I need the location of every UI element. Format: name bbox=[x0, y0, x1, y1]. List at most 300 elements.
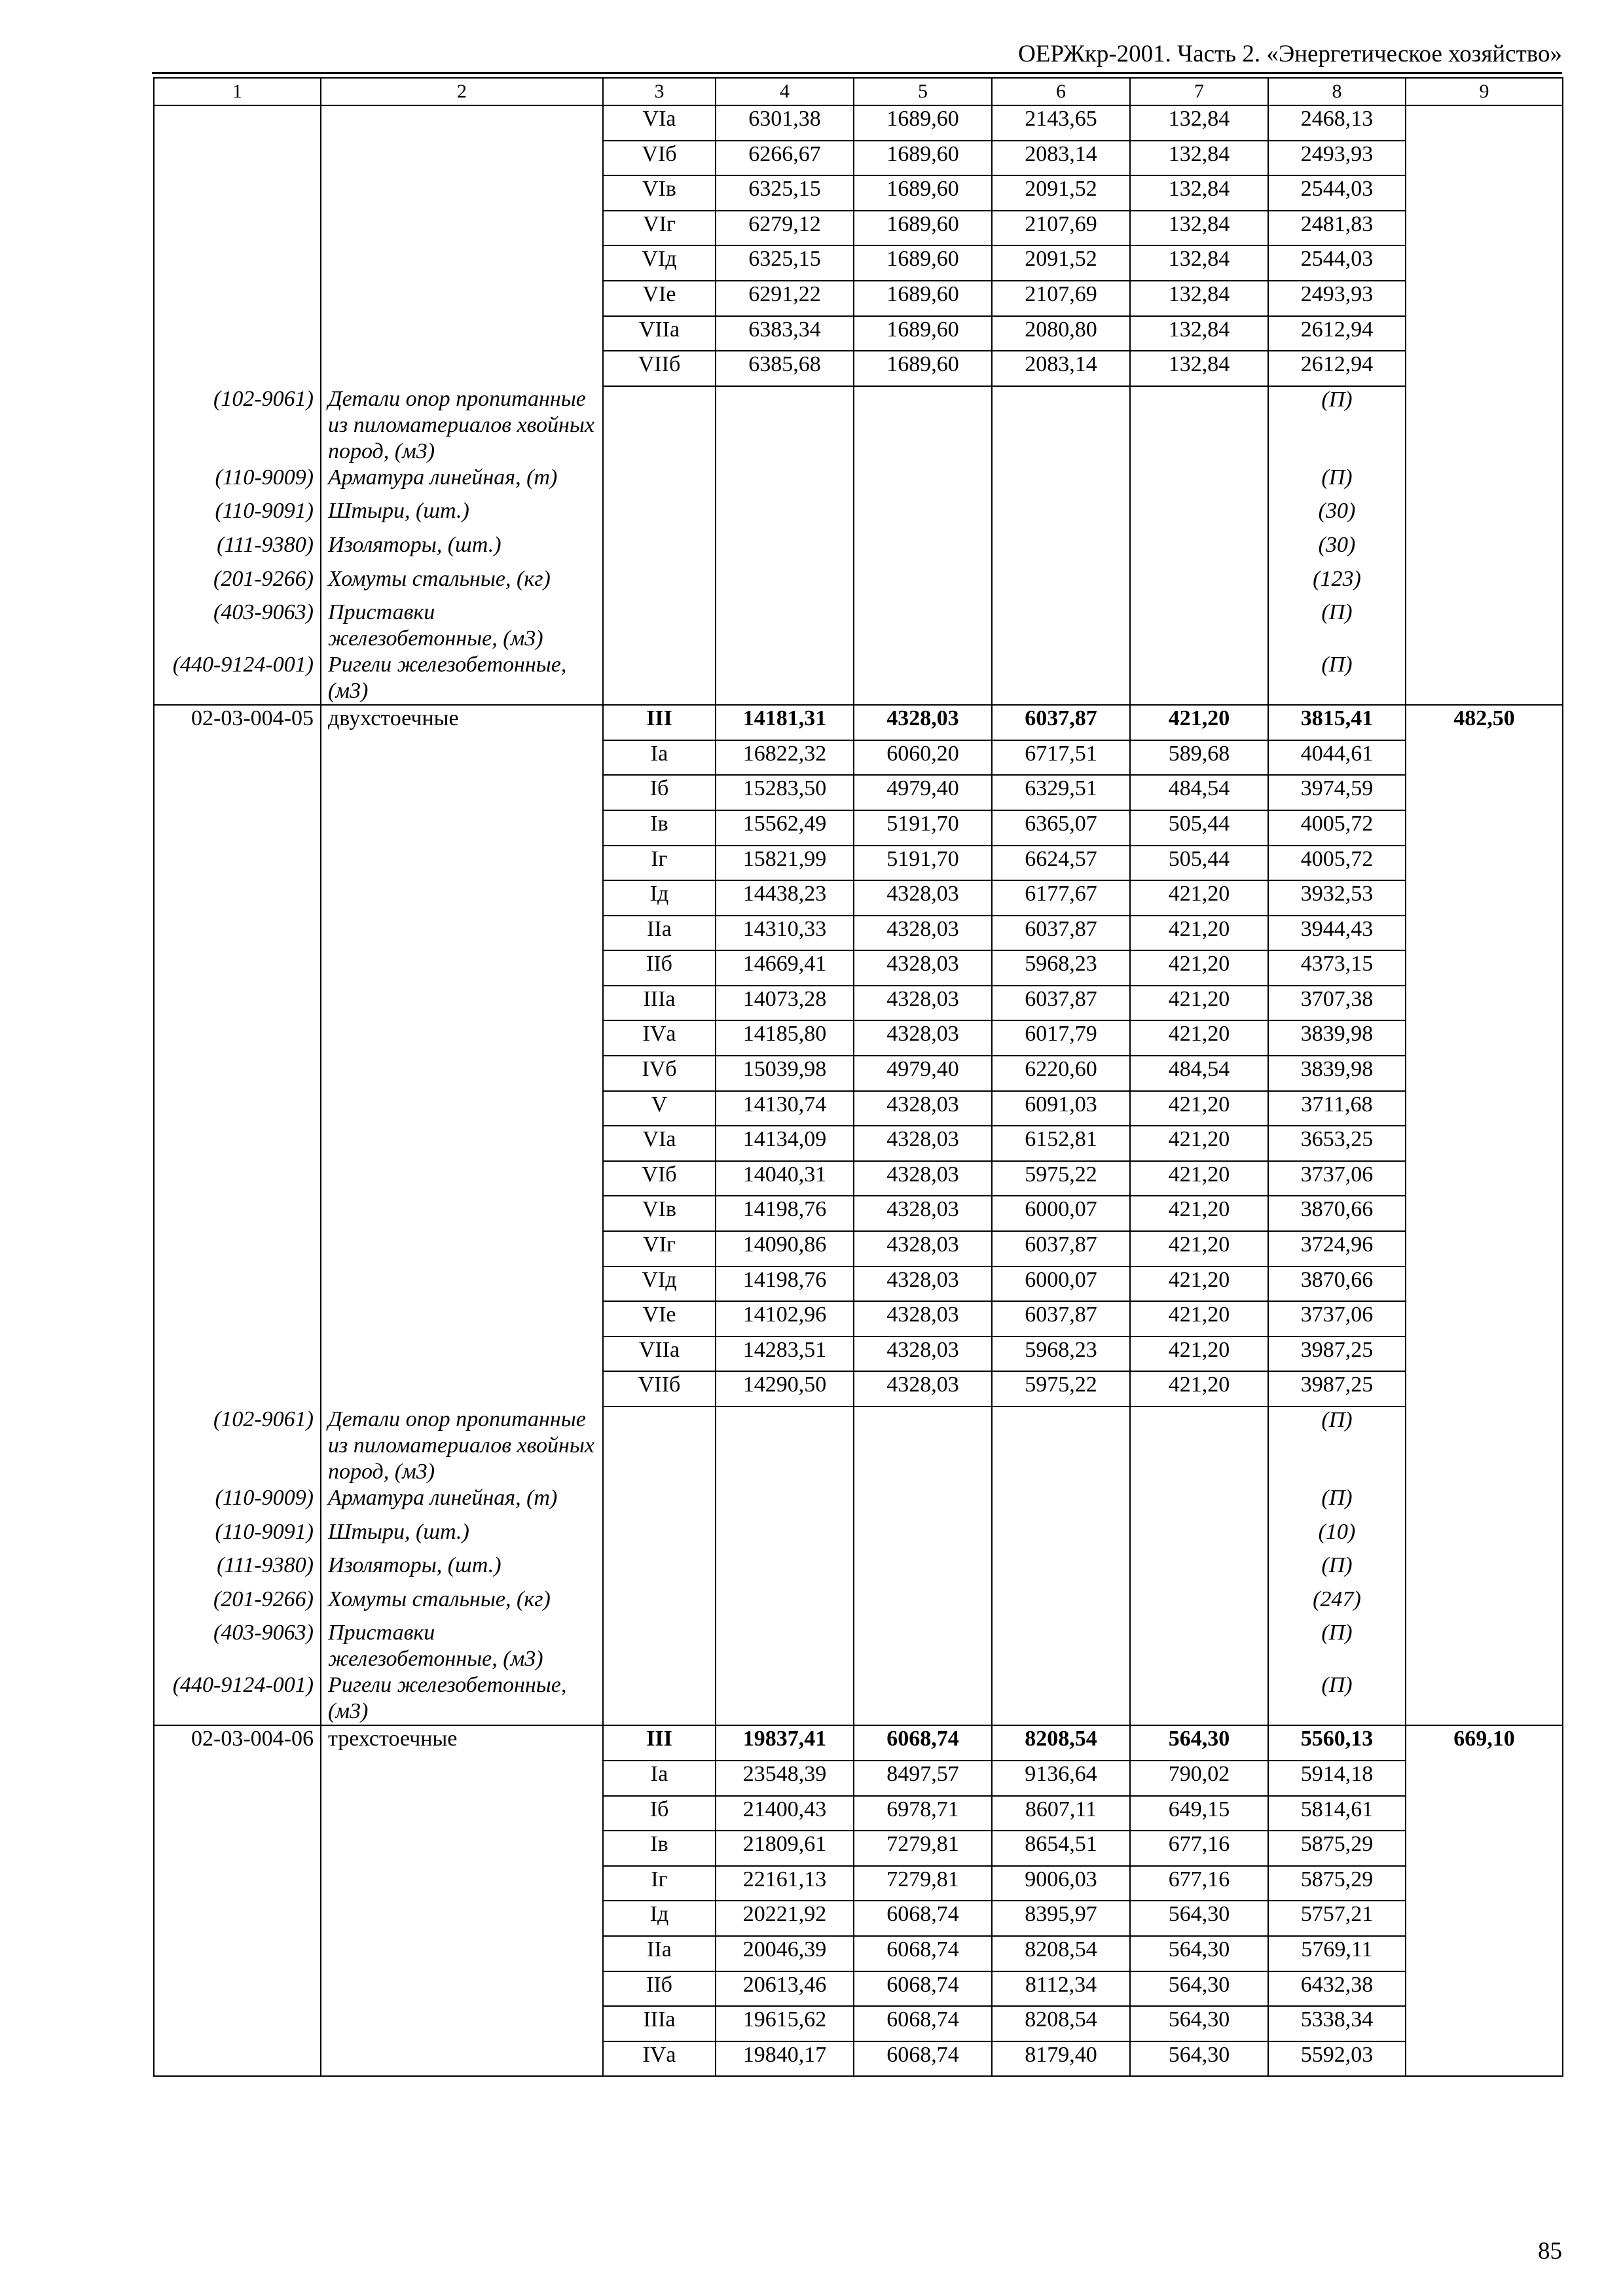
value-cell: 19837,41 bbox=[716, 1725, 854, 1761]
empty-cell bbox=[321, 281, 603, 316]
empty-cell bbox=[603, 1672, 716, 1725]
zone-cell: IIб bbox=[603, 950, 716, 986]
empty-cell bbox=[1406, 105, 1563, 141]
empty-cell bbox=[154, 245, 321, 281]
empty-cell bbox=[321, 1196, 603, 1231]
table-row bbox=[154, 1056, 1563, 1091]
empty-cell bbox=[716, 1407, 854, 1485]
table-row bbox=[154, 1971, 1563, 2007]
empty-cell bbox=[716, 566, 854, 600]
empty-cell bbox=[321, 1266, 603, 1302]
value-cell: 8179,40 bbox=[992, 2041, 1130, 2077]
value-cell: 14283,51 bbox=[716, 1336, 854, 1372]
material-code: (403-9063) bbox=[154, 1620, 321, 1672]
value-cell: 421,20 bbox=[1130, 1020, 1268, 1056]
empty-cell bbox=[1406, 1552, 1563, 1587]
value-cell: 4979,40 bbox=[854, 775, 992, 810]
table-row bbox=[154, 1831, 1563, 1866]
value-cell: 14102,96 bbox=[716, 1301, 854, 1336]
value-cell: 3932,53 bbox=[1268, 880, 1406, 916]
value-cell: 4328,03 bbox=[854, 916, 992, 951]
empty-cell bbox=[154, 810, 321, 846]
value-cell: 564,30 bbox=[1130, 2041, 1268, 2077]
material-quantity: (П) bbox=[1268, 386, 1406, 465]
empty-cell bbox=[154, 986, 321, 1021]
value-cell: 6068,74 bbox=[854, 1971, 992, 2007]
value-cell: 421,20 bbox=[1130, 1336, 1268, 1372]
empty-cell bbox=[154, 1161, 321, 1196]
value-cell: 3653,25 bbox=[1268, 1126, 1406, 1161]
zone-cell: IIа bbox=[603, 916, 716, 951]
value-cell: 6383,34 bbox=[716, 316, 854, 351]
empty-cell bbox=[321, 245, 603, 281]
empty-cell bbox=[154, 1336, 321, 1372]
empty-cell bbox=[1130, 465, 1268, 499]
empty-cell bbox=[154, 281, 321, 316]
value-cell: 2493,93 bbox=[1268, 281, 1406, 316]
value-cell: 3974,59 bbox=[1268, 775, 1406, 810]
zone-cell: Iа bbox=[603, 1761, 716, 1796]
material-code: (110-9091) bbox=[154, 498, 321, 532]
material-name: Приставки железобетонные, (м3) bbox=[321, 600, 603, 652]
value-cell: 8497,57 bbox=[854, 1761, 992, 1796]
table-row bbox=[154, 1126, 1563, 1161]
value-cell: 5968,23 bbox=[992, 950, 1130, 986]
empty-cell bbox=[992, 1672, 1130, 1725]
empty-cell bbox=[321, 1231, 603, 1266]
material-row bbox=[154, 386, 1563, 465]
empty-cell bbox=[992, 1552, 1130, 1587]
empty-cell bbox=[992, 566, 1130, 600]
material-name: Детали опор пропитанные из пиломатериалов хвойных пород, (м3) bbox=[321, 386, 603, 465]
value-cell: 6329,51 bbox=[992, 775, 1130, 810]
table-row bbox=[154, 2041, 1563, 2077]
value-cell: 2468,13 bbox=[1268, 105, 1406, 141]
value-cell: 5914,18 bbox=[1268, 1761, 1406, 1796]
value-cell: 132,84 bbox=[1130, 245, 1268, 281]
empty-cell bbox=[1406, 566, 1563, 600]
material-row bbox=[154, 532, 1563, 566]
empty-cell bbox=[992, 498, 1130, 532]
material-quantity: (П) bbox=[1268, 600, 1406, 652]
material-name: Арматура линейная, (т) bbox=[321, 1485, 603, 1519]
value-cell: 14438,23 bbox=[716, 880, 854, 916]
value-cell: 4328,03 bbox=[854, 880, 992, 916]
empty-cell bbox=[992, 532, 1130, 566]
value-cell: 6068,74 bbox=[854, 2006, 992, 2041]
empty-cell bbox=[1406, 1091, 1563, 1126]
empty-cell bbox=[1406, 316, 1563, 351]
value-cell: 14130,74 bbox=[716, 1091, 854, 1126]
rate-code: 02-03-004-05 bbox=[154, 705, 321, 740]
value-cell: 6068,74 bbox=[854, 1936, 992, 1971]
empty-cell bbox=[1130, 1485, 1268, 1519]
value-cell: 14198,76 bbox=[716, 1266, 854, 1302]
empty-cell bbox=[1406, 1672, 1563, 1725]
zone-cell: IIб bbox=[603, 1971, 716, 2007]
empty-cell bbox=[1406, 1936, 1563, 1971]
empty-cell bbox=[154, 1301, 321, 1336]
material-name: Арматура линейная, (т) bbox=[321, 465, 603, 499]
empty-cell bbox=[154, 880, 321, 916]
empty-cell bbox=[154, 141, 321, 176]
empty-cell bbox=[321, 1761, 603, 1796]
empty-cell bbox=[716, 1620, 854, 1672]
material-quantity: (30) bbox=[1268, 498, 1406, 532]
empty-cell bbox=[716, 652, 854, 705]
empty-cell bbox=[716, 386, 854, 465]
document-header: ОЕРЖкр-2001. Часть 2. «Энергетическое хозяйство» bbox=[1018, 41, 1562, 67]
value-cell: 3987,25 bbox=[1268, 1371, 1406, 1407]
empty-cell bbox=[321, 105, 603, 141]
table-row bbox=[154, 1371, 1563, 1407]
table-row bbox=[154, 1091, 1563, 1126]
empty-cell bbox=[321, 1161, 603, 1196]
zone-cell: VIв bbox=[603, 1196, 716, 1231]
value-cell: 677,16 bbox=[1130, 1866, 1268, 1901]
value-cell: 8208,54 bbox=[992, 1725, 1130, 1761]
zone-cell: Iг bbox=[603, 846, 716, 881]
value-cell: 3944,43 bbox=[1268, 916, 1406, 951]
empty-cell bbox=[321, 141, 603, 176]
empty-cell bbox=[321, 740, 603, 776]
empty-cell bbox=[716, 1485, 854, 1519]
zone-cell: Iд bbox=[603, 880, 716, 916]
value-cell: 6068,74 bbox=[854, 2041, 992, 2077]
zone-cell: Iд bbox=[603, 1901, 716, 1936]
table-row bbox=[154, 775, 1563, 810]
empty-cell bbox=[154, 916, 321, 951]
value-cell: 5769,11 bbox=[1268, 1936, 1406, 1971]
material-row bbox=[154, 566, 1563, 600]
value-cell: 2107,69 bbox=[992, 281, 1130, 316]
value-cell: 3737,06 bbox=[1268, 1161, 1406, 1196]
empty-cell bbox=[1406, 281, 1563, 316]
value-cell: 5592,03 bbox=[1268, 2041, 1406, 2077]
empty-cell bbox=[1406, 351, 1563, 386]
empty-cell bbox=[1406, 498, 1563, 532]
empty-cell bbox=[603, 652, 716, 705]
table-row bbox=[154, 1866, 1563, 1901]
empty-cell bbox=[716, 498, 854, 532]
empty-cell bbox=[1406, 386, 1563, 465]
value-cell: 3724,96 bbox=[1268, 1231, 1406, 1266]
value-cell: 421,20 bbox=[1130, 916, 1268, 951]
value-cell: 2544,03 bbox=[1268, 245, 1406, 281]
material-row bbox=[154, 1407, 1563, 1485]
table-row bbox=[154, 316, 1563, 351]
material-quantity: (П) bbox=[1268, 465, 1406, 499]
value-cell: 1689,60 bbox=[854, 175, 992, 211]
empty-cell bbox=[321, 1056, 603, 1091]
material-name: Хомуты стальные, (кг) bbox=[321, 566, 603, 600]
value-cell: 6017,79 bbox=[992, 1020, 1130, 1056]
value-cell: 6432,38 bbox=[1268, 1971, 1406, 2007]
value-cell: 421,20 bbox=[1130, 1091, 1268, 1126]
empty-cell bbox=[321, 316, 603, 351]
value-cell: 421,20 bbox=[1130, 986, 1268, 1021]
empty-cell bbox=[716, 600, 854, 652]
empty-cell bbox=[154, 1126, 321, 1161]
value-cell: 6325,15 bbox=[716, 245, 854, 281]
value-cell: 3711,68 bbox=[1268, 1091, 1406, 1126]
zone-cell: IIа bbox=[603, 1936, 716, 1971]
value-cell: 2091,52 bbox=[992, 175, 1130, 211]
zone-cell: Iа bbox=[603, 740, 716, 776]
value-cell: 15821,99 bbox=[716, 846, 854, 881]
empty-cell bbox=[1406, 1056, 1563, 1091]
zone-cell: IVб bbox=[603, 1056, 716, 1091]
value-cell: 14290,50 bbox=[716, 1371, 854, 1407]
material-code: (403-9063) bbox=[154, 600, 321, 652]
value-cell: 421,20 bbox=[1130, 1126, 1268, 1161]
value-cell: 132,84 bbox=[1130, 281, 1268, 316]
material-name: Приставки железобетонные, (м3) bbox=[321, 1620, 603, 1672]
value-cell: 6037,87 bbox=[992, 916, 1130, 951]
value-cell: 2107,69 bbox=[992, 211, 1130, 246]
material-code: (111-9380) bbox=[154, 532, 321, 566]
table-row bbox=[154, 1336, 1563, 1372]
empty-cell bbox=[992, 600, 1130, 652]
empty-cell bbox=[154, 1761, 321, 1796]
value-cell: 790,02 bbox=[1130, 1761, 1268, 1796]
value-cell: 14310,33 bbox=[716, 916, 854, 951]
rate-code: 02-03-004-06 bbox=[154, 1725, 321, 1761]
material-name: Изоляторы, (шт.) bbox=[321, 532, 603, 566]
value-cell: 2481,83 bbox=[1268, 211, 1406, 246]
value-cell: 6365,07 bbox=[992, 810, 1130, 846]
table-row bbox=[154, 740, 1563, 776]
empty-cell bbox=[154, 1936, 321, 1971]
empty-cell bbox=[603, 1519, 716, 1553]
value-cell: 564,30 bbox=[1130, 1725, 1268, 1761]
value-cell: 3987,25 bbox=[1268, 1336, 1406, 1372]
value-cell: 4328,03 bbox=[854, 1371, 992, 1407]
empty-cell bbox=[321, 1091, 603, 1126]
value-cell: 3839,98 bbox=[1268, 1056, 1406, 1091]
value-cell: 6385,68 bbox=[716, 351, 854, 386]
empty-cell bbox=[1406, 810, 1563, 846]
material-code: (201-9266) bbox=[154, 566, 321, 600]
empty-cell bbox=[1130, 566, 1268, 600]
labor-cell: 669,10 bbox=[1406, 1725, 1563, 1761]
zone-cell: VIIа bbox=[603, 316, 716, 351]
value-cell: 5560,13 bbox=[1268, 1725, 1406, 1761]
empty-cell bbox=[321, 2041, 603, 2077]
empty-cell bbox=[154, 740, 321, 776]
value-cell: 505,44 bbox=[1130, 846, 1268, 881]
zone-cell: III bbox=[603, 705, 716, 740]
empty-cell bbox=[1406, 916, 1563, 951]
empty-cell bbox=[321, 175, 603, 211]
table-row bbox=[154, 916, 1563, 951]
empty-cell bbox=[992, 1407, 1130, 1485]
value-cell: 5191,70 bbox=[854, 810, 992, 846]
zone-cell: VIб bbox=[603, 1161, 716, 1196]
empty-cell bbox=[1406, 1901, 1563, 1936]
empty-cell bbox=[1406, 1519, 1563, 1553]
empty-cell bbox=[154, 211, 321, 246]
empty-cell bbox=[1406, 1020, 1563, 1056]
material-quantity: (247) bbox=[1268, 1587, 1406, 1621]
value-cell: 484,54 bbox=[1130, 775, 1268, 810]
value-cell: 6978,71 bbox=[854, 1796, 992, 1831]
value-cell: 1689,60 bbox=[854, 105, 992, 141]
value-cell: 649,15 bbox=[1130, 1796, 1268, 1831]
value-cell: 421,20 bbox=[1130, 705, 1268, 740]
value-cell: 14040,31 bbox=[716, 1161, 854, 1196]
value-cell: 20613,46 bbox=[716, 1971, 854, 2007]
empty-cell bbox=[854, 465, 992, 499]
material-name: Штыри, (шт.) bbox=[321, 1519, 603, 1553]
value-cell: 20221,92 bbox=[716, 1901, 854, 1936]
table-row bbox=[154, 1725, 1563, 1761]
zone-cell: III bbox=[603, 1725, 716, 1761]
value-cell: 5191,70 bbox=[854, 846, 992, 881]
empty-cell bbox=[154, 2041, 321, 2077]
empty-cell bbox=[1406, 1587, 1563, 1621]
empty-cell bbox=[854, 498, 992, 532]
material-row bbox=[154, 600, 1563, 652]
value-cell: 14090,86 bbox=[716, 1231, 854, 1266]
empty-cell bbox=[603, 532, 716, 566]
value-cell: 4005,72 bbox=[1268, 810, 1406, 846]
table-row bbox=[154, 245, 1563, 281]
value-cell: 564,30 bbox=[1130, 1936, 1268, 1971]
empty-cell bbox=[154, 316, 321, 351]
empty-cell bbox=[854, 1552, 992, 1587]
empty-cell bbox=[321, 351, 603, 386]
empty-cell bbox=[854, 600, 992, 652]
value-cell: 484,54 bbox=[1130, 1056, 1268, 1091]
value-cell: 6037,87 bbox=[992, 705, 1130, 740]
material-name: Детали опор пропитанные из пиломатериалов хвойных пород, (м3) bbox=[321, 1407, 603, 1485]
empty-cell bbox=[716, 1587, 854, 1621]
zone-cell: VIIб bbox=[603, 1371, 716, 1407]
table-row bbox=[154, 1196, 1563, 1231]
value-cell: 9006,03 bbox=[992, 1866, 1130, 1901]
material-row bbox=[154, 1552, 1563, 1587]
empty-cell bbox=[154, 775, 321, 810]
material-code: (102-9061) bbox=[154, 386, 321, 465]
empty-cell bbox=[321, 1901, 603, 1936]
empty-cell bbox=[992, 652, 1130, 705]
column-number: 6 bbox=[992, 78, 1130, 105]
empty-cell bbox=[854, 1485, 992, 1519]
material-name: Ригели железобетонные, (м3) bbox=[321, 652, 603, 705]
material-quantity: (10) bbox=[1268, 1519, 1406, 1553]
zone-cell: IIIа bbox=[603, 2006, 716, 2041]
empty-cell bbox=[1406, 245, 1563, 281]
table-row bbox=[154, 880, 1563, 916]
empty-cell bbox=[1130, 1620, 1268, 1672]
value-cell: 6279,12 bbox=[716, 211, 854, 246]
empty-cell bbox=[1406, 775, 1563, 810]
zone-cell: IVа bbox=[603, 1020, 716, 1056]
value-cell: 22161,13 bbox=[716, 1866, 854, 1901]
value-cell: 15562,49 bbox=[716, 810, 854, 846]
empty-cell bbox=[154, 1196, 321, 1231]
value-cell: 6037,87 bbox=[992, 1231, 1130, 1266]
material-quantity: (П) bbox=[1268, 1407, 1406, 1485]
empty-cell bbox=[603, 1552, 716, 1587]
material-name: Изоляторы, (шт.) bbox=[321, 1552, 603, 1587]
empty-cell bbox=[1406, 465, 1563, 499]
empty-cell bbox=[1130, 1519, 1268, 1553]
empty-cell bbox=[321, 1371, 603, 1407]
value-cell: 5875,29 bbox=[1268, 1866, 1406, 1901]
material-name: Ригели железобетонные, (м3) bbox=[321, 1672, 603, 1725]
column-number: 9 bbox=[1406, 78, 1563, 105]
value-cell: 421,20 bbox=[1130, 1231, 1268, 1266]
value-cell: 1689,60 bbox=[854, 245, 992, 281]
zone-cell: Iв bbox=[603, 1831, 716, 1866]
material-row bbox=[154, 1672, 1563, 1725]
value-cell: 6152,81 bbox=[992, 1126, 1130, 1161]
value-cell: 421,20 bbox=[1130, 1161, 1268, 1196]
value-cell: 132,84 bbox=[1130, 351, 1268, 386]
empty-cell bbox=[321, 211, 603, 246]
empty-cell bbox=[1406, 600, 1563, 652]
empty-cell bbox=[603, 498, 716, 532]
value-cell: 421,20 bbox=[1130, 880, 1268, 916]
value-cell: 2083,14 bbox=[992, 141, 1130, 176]
empty-cell bbox=[1130, 1552, 1268, 1587]
value-cell: 5338,34 bbox=[1268, 2006, 1406, 2041]
value-cell: 6717,51 bbox=[992, 740, 1130, 776]
empty-cell bbox=[321, 986, 603, 1021]
value-cell: 2080,80 bbox=[992, 316, 1130, 351]
value-cell: 3707,38 bbox=[1268, 986, 1406, 1021]
empty-cell bbox=[716, 465, 854, 499]
value-cell: 1689,60 bbox=[854, 211, 992, 246]
empty-cell bbox=[154, 1831, 321, 1866]
value-cell: 4328,03 bbox=[854, 1301, 992, 1336]
zone-cell: VIIб bbox=[603, 351, 716, 386]
empty-cell bbox=[154, 1901, 321, 1936]
material-quantity: (П) bbox=[1268, 1672, 1406, 1725]
empty-cell bbox=[716, 1519, 854, 1553]
value-cell: 421,20 bbox=[1130, 950, 1268, 986]
empty-cell bbox=[154, 1266, 321, 1302]
column-number: 2 bbox=[321, 78, 603, 105]
table-row bbox=[154, 281, 1563, 316]
material-row bbox=[154, 1519, 1563, 1553]
material-code: (111-9380) bbox=[154, 1552, 321, 1587]
value-cell: 1689,60 bbox=[854, 316, 992, 351]
empty-cell bbox=[154, 175, 321, 211]
empty-cell bbox=[992, 386, 1130, 465]
empty-cell bbox=[1406, 1336, 1563, 1372]
value-cell: 421,20 bbox=[1130, 1301, 1268, 1336]
value-cell: 132,84 bbox=[1130, 105, 1268, 141]
value-cell: 6068,74 bbox=[854, 1901, 992, 1936]
value-cell: 9136,64 bbox=[992, 1761, 1130, 1796]
value-cell: 4005,72 bbox=[1268, 846, 1406, 881]
empty-cell bbox=[321, 1971, 603, 2007]
empty-cell bbox=[154, 1866, 321, 1901]
empty-cell bbox=[321, 775, 603, 810]
value-cell: 1689,60 bbox=[854, 351, 992, 386]
value-cell: 14198,76 bbox=[716, 1196, 854, 1231]
value-cell: 8607,11 bbox=[992, 1796, 1130, 1831]
labor-cell: 482,50 bbox=[1406, 705, 1563, 740]
empty-cell bbox=[716, 1552, 854, 1587]
value-cell: 2493,93 bbox=[1268, 141, 1406, 176]
rate-name: двухстоечные bbox=[321, 705, 603, 740]
empty-cell bbox=[603, 1485, 716, 1519]
zone-cell: Iв bbox=[603, 810, 716, 846]
